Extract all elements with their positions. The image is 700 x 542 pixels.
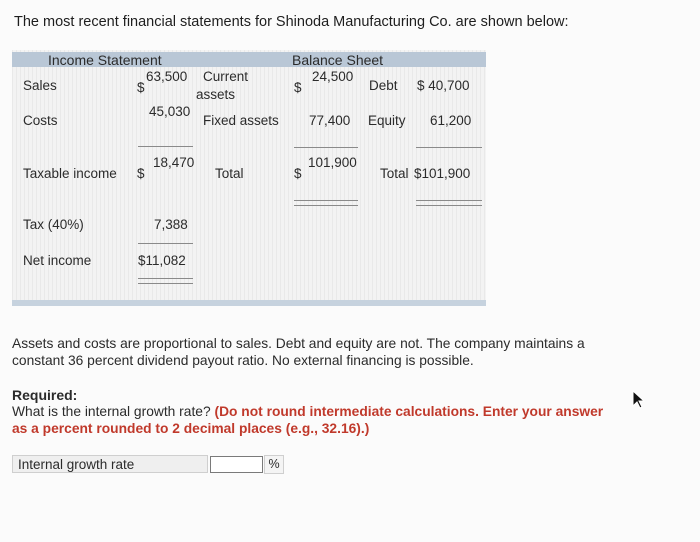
- current-assets-label-line1: Current: [203, 69, 249, 84]
- mouse-pointer-icon: [632, 390, 648, 410]
- equity-label: Equity: [368, 113, 406, 128]
- costs-label: Costs: [23, 113, 58, 128]
- required-heading: Required:: [12, 387, 78, 403]
- internal-growth-rate-input[interactable]: [210, 456, 263, 473]
- costs-value: 45,030: [149, 104, 191, 119]
- total-assets-value: 101,900: [308, 155, 357, 170]
- income-statement-title: Income Statement: [48, 52, 162, 68]
- internal-growth-rate-label: Internal growth rate: [12, 455, 208, 473]
- percent-unit-label: %: [264, 455, 284, 474]
- fixed-assets-value: 77,400: [309, 113, 351, 128]
- total-liabilities-value: $101,900: [414, 166, 471, 181]
- total-assets-double-underline: [294, 200, 358, 206]
- current-assets-value: 24,500: [312, 69, 354, 84]
- total-assets-label: Total: [215, 166, 244, 181]
- debt-value: $ 40,700: [417, 78, 470, 93]
- problem-paragraph: Assets and costs are proportional to sales. Debt and equity are not. The company maintains a constant 36 percent dividend payout ratio. No external financing is possible.: [12, 336, 585, 368]
- tax-label: Tax (40%): [23, 217, 84, 232]
- intro-text: The most recent financial statements for Shinoda Manufacturing Co. are shown below:: [14, 14, 569, 30]
- net-income-value: $11,082: [138, 253, 186, 268]
- total-assets-dollar-sign: $: [294, 166, 302, 181]
- costs-underline: [138, 146, 193, 147]
- required-question: [12, 403, 612, 437]
- sales-value: 63,500: [146, 69, 188, 84]
- taxable-income-dollar-sign: $: [137, 166, 145, 181]
- taxable-income-label: Taxable income: [23, 166, 117, 181]
- debt-label: Debt: [369, 78, 398, 93]
- tax-value: 7,388: [154, 217, 188, 232]
- fixed-assets-underline: [294, 147, 358, 148]
- sales-dollar-sign: $: [137, 80, 145, 95]
- tax-underline: [138, 243, 193, 244]
- balance-sheet-title: Balance Sheet: [292, 52, 384, 68]
- total-liabilities-double-underline: [416, 200, 482, 206]
- taxable-income-value: 18,470: [153, 155, 195, 170]
- net-income-double-underline: [138, 278, 193, 284]
- equity-value: 61,200: [430, 113, 472, 128]
- question-instruction: (Do not round intermediate calculations. Enter your answer as a percent rounded to 2 decimal places (e.g., 32.16).): [12, 404, 604, 436]
- question-text: What is the internal growth rate?: [12, 404, 211, 419]
- net-income-label: Net income: [23, 253, 92, 268]
- fixed-assets-label: Fixed assets: [203, 113, 279, 128]
- current-assets-dollar-sign: $: [294, 80, 302, 95]
- total-liabilities-label: Total: [380, 166, 409, 181]
- equity-underline: [416, 147, 482, 148]
- sales-label: Sales: [23, 78, 57, 93]
- table-bottom-bar: [12, 300, 486, 306]
- current-assets-label-line2: assets: [196, 87, 236, 102]
